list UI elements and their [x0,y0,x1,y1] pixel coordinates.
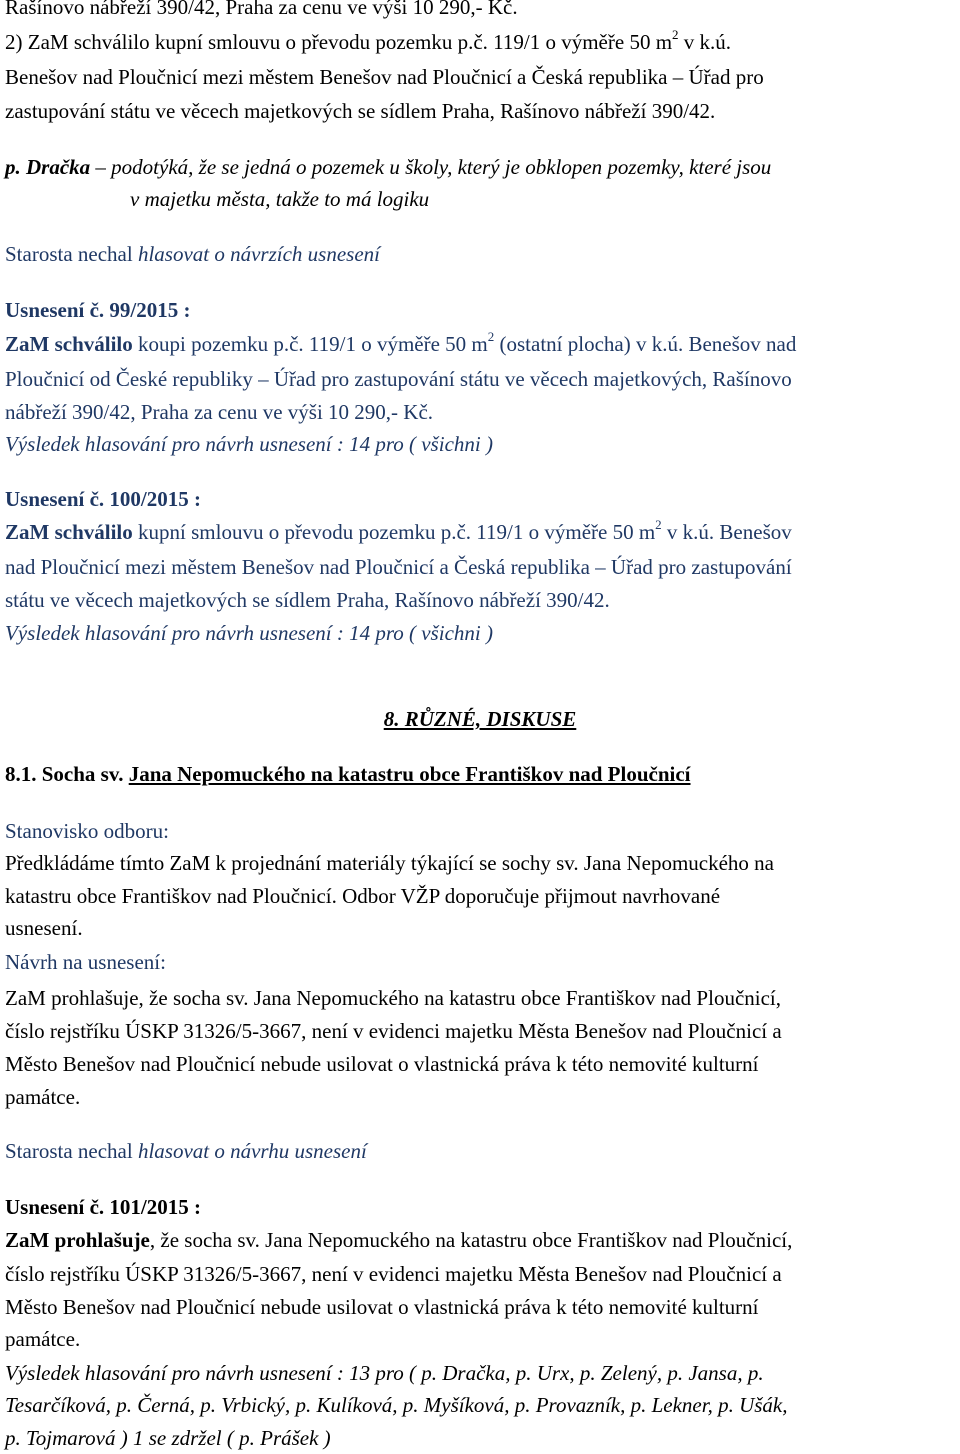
text-line: Ploučnicí od České republiky – Úřad pro zastupování státu ve věcech majetkových, Rašínovo [5,367,792,391]
vote-call-line: Starosta nechal hlasovat o návrzích usnesení [5,242,381,266]
text-line: ZaM prohlašuje, že socha sv. Jana Nepomuckého na katastru obce Františkov nad Ploučnicí, [5,1228,793,1252]
text-line: Návrh na usnesení: [5,950,166,974]
text-line: Stanovisko odboru: [5,819,169,843]
vote-result-line: p. Tojmarová ) 1 se zdržel ( p. Prášek ) [5,1426,331,1450]
resolution-heading: Usnesení č. 100/2015 : [5,487,201,511]
text-line: nábřeží 390/42, Praha za cenu ve výši 10 290,- Kč. [5,400,434,424]
text-line: památce. [5,1085,81,1109]
vote-result-line: Výsledek hlasování pro návrh usnesení : 14 pro ( všichni ) [5,432,493,456]
text-line: ZaM schválilo kupní smlouvu o převodu pozemku p.č. 119/1 o výměře 50 $m^2$ v k.ú. Benešov [5,517,792,544]
text-line: číslo rejstříku ÚSKP 31326/5-3667, není v evidenci majetku Města Benešov nad Ploučnicí a [5,1019,782,1043]
discussion-line: p. Dračka – podotýká, že se jedná o pozemek u školy, který je obklopen pozemky, které jsou [5,155,772,179]
vote-result-line: Výsledek hlasování pro návrh usnesení : 13 pro ( p. Dračka, p. Urx, p. Zelený, p. Jansa, p. [5,1361,764,1385]
text-line: Rašínovo nábřeží 390/42, Praha za cenu ve výši 10 290,- Kč. [5,0,518,19]
section-heading: 8. RŮZNÉ, DISKUSE [383,707,577,731]
text-line: usnesení. [5,916,83,940]
text-line: číslo rejstříku ÚSKP 31326/5-3667, není v evidenci majetku Města Benešov nad Ploučnicí a [5,1262,782,1286]
speaker-name: p. Dračka [5,155,91,179]
text-line: ZaM schválilo koupi pozemku p.č. 119/1 o výměře 50 $m^2$ (ostatní plocha) v k.ú. Benešov nad [5,329,797,356]
text-line: katastru obce Františkov nad Ploučnicí. Odbor VŽP doporučuje přijmout navrhované [5,884,721,908]
discussion-line: v majetku města, takže to má logiku [130,187,430,211]
resolution-heading: Usnesení č. 101/2015 : [5,1195,201,1219]
text-line: ZaM prohlašuje, že socha sv. Jana Nepomuckého na katastru obce Františkov nad Ploučnicí, [5,986,782,1010]
text-line: zastupování státu ve věcech majetkových se sídlem Praha, Rašínovo nábřeží 390/42. [5,99,716,123]
text-line: Město Benešov nad Ploučnicí nebude usilovat o vlastnická práva k této nemovité kulturní [5,1295,759,1319]
text-line: Město Benešov nad Ploučnicí nebude usilovat o vlastnická práva k této nemovité kulturní [5,1052,759,1076]
subsection-heading: 8.1. Socha sv. Jana Nepomuckého na katastru obce Františkov nad Ploučnicí [5,762,691,786]
resolution-heading: Usnesení č. 99/2015 : [5,298,191,322]
vote-result-line: Výsledek hlasování pro návrh usnesení : 14 pro ( všichni ) [5,621,493,645]
text-line: Předkládáme tímto ZaM k projednání materiály týkající se sochy sv. Jana Nepomuckého na [5,851,775,875]
text-line: 2) ZaM schválilo kupní smlouvu o převodu pozemku p.č. 119/1 o výměře 50 $m^2$ v k.ú. [5,27,732,54]
text-line: Benešov nad Ploučnicí mezi městem Benešov nad Ploučnicí a Česká republika – Úřad pro [5,65,764,89]
text-line: státu ve věcech majetkových se sídlem Praha, Rašínovo nábřeží 390/42. [5,588,610,612]
vote-call-line: Starosta nechal hlasovat o návrhu usnesení [5,1139,367,1163]
text-line: památce. [5,1327,81,1351]
vote-result-line: Tesarčíková, p. Černá, p. Vrbický, p. Kulíková, p. Myšíková, p. Provazník, p. Lekner, p. Ušák, [5,1393,788,1417]
text-line: nad Ploučnicí mezi městem Benešov nad Ploučnicí a Česká republika – Úřad pro zastupování [5,555,792,579]
